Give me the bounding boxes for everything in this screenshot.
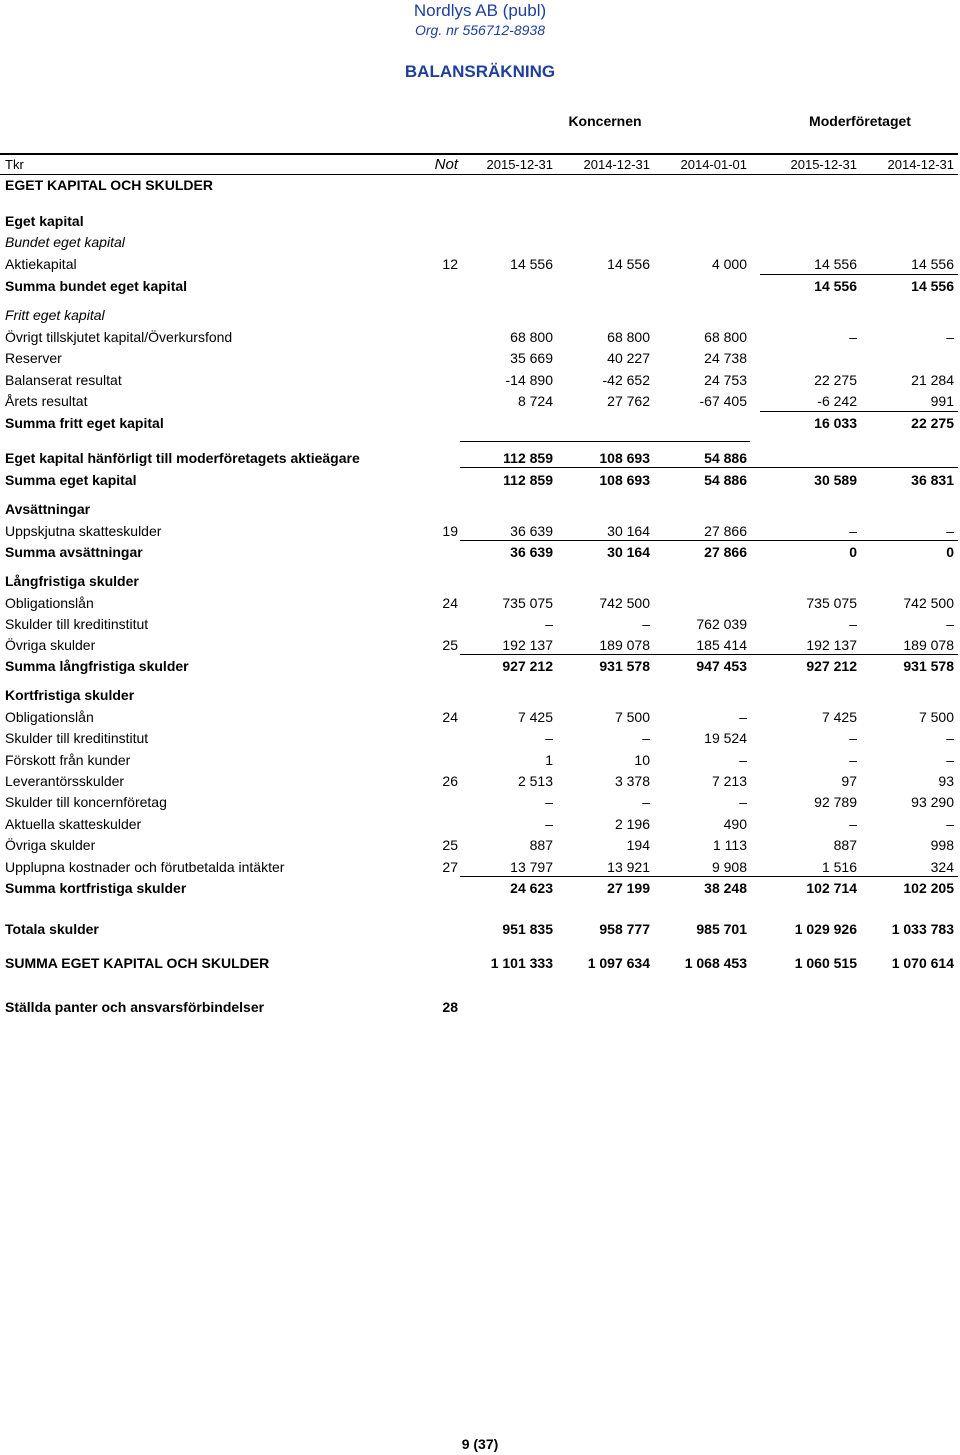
amount-cell: 1 068 453: [684, 955, 747, 971]
amount-cell: 54 886: [704, 472, 747, 488]
amount-cell: 2 196: [614, 816, 650, 832]
amount-cell: 931 578: [599, 658, 650, 674]
amount-cell: 30 164: [607, 523, 650, 539]
amount-cell: 102 205: [903, 880, 954, 896]
amount-cell: 887: [529, 837, 553, 853]
note-reference: 26: [442, 773, 458, 789]
amount-cell: 742 500: [903, 595, 954, 611]
amount-cell: –: [946, 730, 954, 746]
row-label: Summa avsättningar: [5, 544, 143, 560]
row-label: Förskott från kunder: [5, 752, 131, 768]
amount-cell: 24 623: [510, 880, 553, 896]
table-row: [0, 176, 960, 194]
amount-cell: 0: [849, 544, 857, 560]
amount-cell: –: [849, 523, 857, 539]
column-header-date: 2014-01-01: [680, 157, 747, 172]
amount-cell: 194: [626, 837, 650, 853]
amount-cell: 189 078: [903, 637, 954, 653]
amount-cell: 54 886: [704, 450, 747, 466]
table-row: [0, 708, 960, 726]
note-reference: 19: [442, 523, 458, 539]
amount-cell: –: [946, 616, 954, 632]
amount-cell: 13 921: [607, 859, 650, 875]
row-label: Fritt eget kapital: [5, 307, 105, 323]
amount-cell: 10: [634, 752, 650, 768]
amount-cell: –: [545, 616, 553, 632]
amount-cell: –: [545, 730, 553, 746]
amount-cell: 30 164: [607, 544, 650, 560]
amount-cell: 490: [723, 816, 747, 832]
amount-cell: 927 212: [806, 658, 857, 674]
amount-cell: 102 714: [806, 880, 857, 896]
amount-cell: –: [739, 752, 747, 768]
table-divider: [460, 441, 750, 442]
table-divider: [460, 467, 958, 468]
amount-cell: 108 693: [599, 472, 650, 488]
amount-cell: 1: [545, 752, 553, 768]
amount-cell: –: [946, 752, 954, 768]
row-label: Aktuella skatteskulder: [5, 816, 142, 832]
amount-cell: 93: [938, 773, 954, 789]
amount-cell: 27 762: [607, 393, 650, 409]
amount-cell: 735 075: [806, 595, 857, 611]
row-label: Bundet eget kapital: [5, 234, 125, 250]
amount-cell: -67 405: [699, 393, 747, 409]
table-divider: [460, 654, 958, 655]
table-row: [0, 729, 960, 747]
table-row: [0, 920, 960, 938]
amount-cell: 13 797: [510, 859, 553, 875]
amount-cell: -42 652: [602, 372, 650, 388]
amount-cell: –: [849, 752, 857, 768]
amount-cell: 189 078: [599, 637, 650, 653]
amount-cell: –: [642, 730, 650, 746]
row-label: Obligationslån: [5, 709, 94, 725]
group-header-moder: Moderföretaget: [809, 113, 911, 129]
row-label: Skulder till koncernföretag: [5, 794, 167, 810]
table-row: [0, 349, 960, 367]
note-reference: 24: [442, 709, 458, 725]
table-row: [0, 277, 960, 295]
amount-cell: 998: [930, 837, 954, 853]
row-label: EGET KAPITAL OCH SKULDER: [5, 177, 213, 193]
amount-cell: 958 777: [599, 921, 650, 937]
table-row: [0, 449, 960, 467]
amount-cell: 40 227: [607, 350, 650, 366]
amount-cell: 21 284: [911, 372, 954, 388]
amount-cell: 22 275: [911, 415, 954, 431]
amount-cell: 742 500: [599, 595, 650, 611]
row-label: Summa bundet eget kapital: [5, 278, 188, 294]
amount-cell: 14 556: [814, 256, 857, 272]
amount-cell: –: [849, 616, 857, 632]
amount-cell: 324: [930, 859, 954, 875]
amount-cell: 27 199: [607, 880, 650, 896]
row-label: Eget kapital: [5, 213, 84, 229]
row-label: Kortfristiga skulder: [5, 687, 135, 703]
amount-cell: 1 097 634: [587, 955, 650, 971]
amount-cell: 192 137: [806, 637, 857, 653]
amount-cell: 7 213: [711, 773, 747, 789]
row-label: Övrigt tillskjutet kapital/Överkursfond: [5, 329, 233, 345]
row-label: Balanserat resultat: [5, 372, 122, 388]
amount-cell: 68 800: [510, 329, 553, 345]
row-label: Skulder till kreditinstitut: [5, 616, 149, 632]
amount-cell: -14 890: [505, 372, 553, 388]
note-reference: 25: [442, 837, 458, 853]
amount-cell: 1 070 614: [891, 955, 954, 971]
amount-cell: 1 113: [713, 837, 747, 853]
table-divider: [460, 540, 958, 541]
column-header-date: 2014-12-31: [887, 157, 954, 172]
amount-cell: 19 524: [704, 730, 747, 746]
amount-cell: 92 789: [814, 794, 857, 810]
amount-cell: 7 500: [918, 709, 954, 725]
amount-cell: -6 242: [817, 393, 857, 409]
amount-cell: 24 753: [704, 372, 747, 388]
amount-cell: –: [849, 816, 857, 832]
amount-cell: –: [739, 709, 747, 725]
amount-cell: –: [642, 616, 650, 632]
row-label: Årets resultat: [5, 393, 88, 409]
table-row: [0, 414, 960, 432]
table-row: [0, 371, 960, 389]
amount-cell: 108 693: [599, 450, 650, 466]
amount-cell: 947 453: [696, 658, 747, 674]
row-label: Skulder till kreditinstitut: [5, 730, 149, 746]
amount-cell: –: [545, 816, 553, 832]
row-label: Övriga skulder: [5, 637, 96, 653]
amount-cell: 14 556: [911, 278, 954, 294]
row-label: SUMMA EGET KAPITAL OCH SKULDER: [5, 955, 270, 971]
note-reference: 24: [442, 595, 458, 611]
amount-cell: 97: [841, 773, 857, 789]
amount-cell: 1 029 926: [794, 921, 857, 937]
amount-cell: –: [642, 794, 650, 810]
note-reference: 12: [442, 256, 458, 272]
column-header-date: 2015-12-31: [486, 157, 553, 172]
amount-cell: 35 669: [510, 350, 553, 366]
amount-cell: 7 425: [821, 709, 857, 725]
table-row: [0, 594, 960, 612]
note-reference: 28: [442, 999, 458, 1015]
table-row: [0, 998, 960, 1016]
row-label: Summa kortfristiga skulder: [5, 880, 187, 896]
table-row: [0, 471, 960, 489]
row-label: Reserver: [5, 350, 62, 366]
amount-cell: 68 800: [704, 329, 747, 345]
column-header-date: 2014-12-31: [583, 157, 650, 172]
table-divider: [0, 153, 958, 155]
table-row: [0, 522, 960, 540]
table-row: [0, 233, 960, 251]
note-reference: 25: [442, 637, 458, 653]
table-row: [0, 772, 960, 790]
table-row: [0, 858, 960, 876]
row-label: Övriga skulder: [5, 837, 96, 853]
amount-cell: 112 859: [503, 450, 553, 466]
amount-cell: 16 033: [814, 415, 857, 431]
note-reference: 27: [442, 859, 458, 875]
note-column-header: Not: [434, 156, 458, 173]
table-row: [0, 954, 960, 972]
amount-cell: 7 425: [517, 709, 553, 725]
table-row: [0, 615, 960, 633]
amount-cell: 927 212: [502, 658, 553, 674]
amount-cell: 27 866: [704, 544, 747, 560]
amount-cell: 14 556: [814, 278, 857, 294]
amount-cell: 735 075: [502, 595, 553, 611]
amount-cell: 8 724: [517, 393, 553, 409]
amount-cell: 30 589: [814, 472, 857, 488]
amount-cell: 887: [833, 837, 857, 853]
amount-cell: 951 835: [502, 921, 553, 937]
row-label: Ställda panter och ansvarsförbindelser: [5, 999, 265, 1015]
org-number: Org. nr 556712-8938: [415, 22, 545, 38]
amount-cell: 14 556: [510, 256, 553, 272]
amount-cell: 1 033 783: [891, 921, 954, 937]
table-divider: [0, 174, 958, 175]
amount-cell: 3 378: [614, 773, 650, 789]
amount-cell: 14 556: [607, 256, 650, 272]
table-divider: [760, 411, 958, 412]
table-row: [0, 793, 960, 811]
amount-cell: 7 500: [614, 709, 650, 725]
unit-label: Tkr: [5, 157, 24, 172]
row-label: Obligationslån: [5, 595, 94, 611]
row-label: Totala skulder: [5, 921, 99, 937]
table-row: [0, 686, 960, 704]
amount-cell: 1 060 515: [794, 955, 857, 971]
amount-cell: 762 039: [696, 616, 747, 632]
amount-cell: 112 859: [503, 472, 553, 488]
amount-cell: 68 800: [607, 329, 650, 345]
table-row: [0, 572, 960, 590]
table-row: [0, 636, 960, 654]
amount-cell: 9 908: [711, 859, 747, 875]
table-row: [0, 815, 960, 833]
table-row: [0, 500, 960, 518]
row-label: Eget kapital hänförligt till moderföretagets aktieägare: [5, 450, 360, 466]
amount-cell: –: [849, 730, 857, 746]
amount-cell: 27 866: [704, 523, 747, 539]
page-number: 9 (37): [461, 1436, 499, 1452]
amount-cell: 192 137: [502, 637, 553, 653]
amount-cell: 991: [930, 393, 954, 409]
amount-cell: 2 513: [517, 773, 553, 789]
amount-cell: –: [545, 794, 553, 810]
table-row: [0, 657, 960, 675]
table-row: [0, 306, 960, 324]
amount-cell: 985 701: [696, 921, 747, 937]
row-label: Upplupna kostnader och förutbetalda intäkter: [5, 859, 285, 875]
row-label: Uppskjutna skatteskulder: [5, 523, 162, 539]
table-divider: [760, 274, 958, 275]
amount-cell: 1 516: [821, 859, 857, 875]
amount-cell: 38 248: [704, 880, 747, 896]
table-row: [0, 392, 960, 410]
company-name: Nordlys AB (publ): [413, 1, 547, 20]
table-row: [0, 255, 960, 273]
row-label: Summa långfristiga skulder: [5, 658, 189, 674]
table-row: [0, 328, 960, 346]
amount-cell: 24 738: [704, 350, 747, 366]
amount-cell: 36 831: [911, 472, 954, 488]
table-divider: [460, 876, 958, 877]
row-label: Leverantörsskulder: [5, 773, 125, 789]
amount-cell: –: [739, 794, 747, 810]
amount-cell: 931 578: [903, 658, 954, 674]
row-label: Avsättningar: [5, 501, 91, 517]
column-header-row: [0, 156, 960, 174]
amount-cell: 1 101 333: [490, 955, 553, 971]
amount-cell: 22 275: [814, 372, 857, 388]
row-label: Långfristiga skulder: [5, 573, 139, 589]
amount-cell: 0: [946, 544, 954, 560]
table-row: [0, 212, 960, 230]
amount-cell: –: [849, 329, 857, 345]
row-label: Summa fritt eget kapital: [5, 415, 164, 431]
amount-cell: 4 000: [711, 256, 747, 272]
table-row: [0, 879, 960, 897]
column-header-date: 2015-12-31: [790, 157, 857, 172]
amount-cell: –: [946, 523, 954, 539]
amount-cell: 14 556: [911, 256, 954, 272]
amount-cell: –: [946, 329, 954, 345]
amount-cell: 93 290: [911, 794, 954, 810]
amount-cell: 185 414: [696, 637, 747, 653]
page-title: BALANSRÄKNING: [404, 62, 556, 81]
table-row: [0, 751, 960, 769]
amount-cell: –: [946, 816, 954, 832]
group-header-koncern: Koncernen: [568, 113, 642, 129]
row-label: Aktiekapital: [5, 256, 77, 272]
amount-cell: 36 639: [510, 523, 553, 539]
amount-cell: 36 639: [510, 544, 553, 560]
table-row: [0, 543, 960, 561]
row-label: Summa eget kapital: [5, 472, 137, 488]
table-row: [0, 836, 960, 854]
